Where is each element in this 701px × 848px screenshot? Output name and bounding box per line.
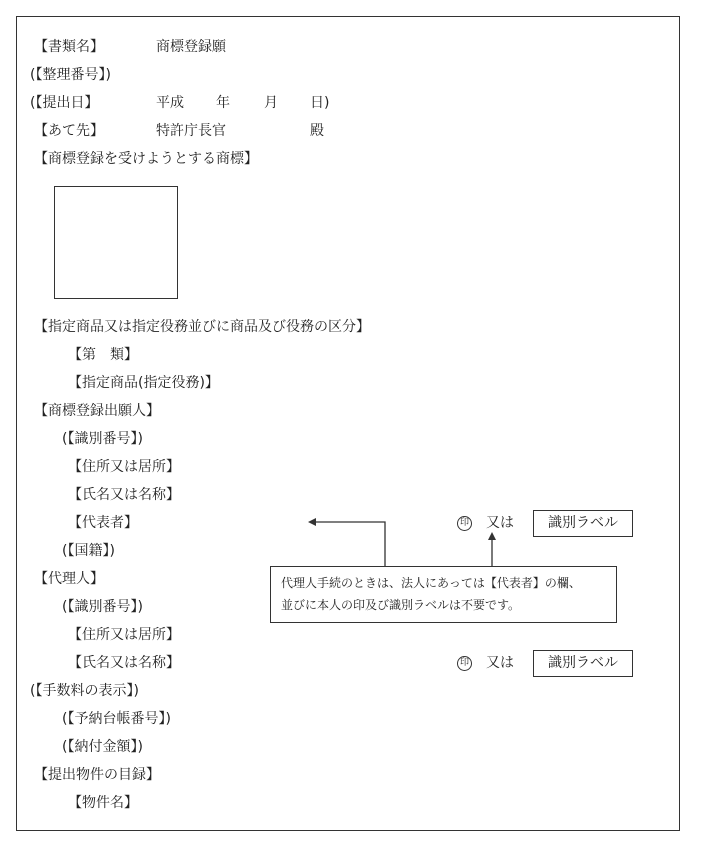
field-designated-goods: 【指定商品(指定役務)】 [68, 375, 219, 391]
field-fee-display: (【手数料の表示】) [30, 683, 139, 699]
field-prepayment-ledger-number: (【予納台帳番号】) [62, 711, 171, 727]
field-applicant-name: 【氏名又は名称】 [68, 487, 180, 503]
field-agent-id-number: (【識別番号】) [62, 599, 143, 615]
arrow-head-left [308, 518, 316, 526]
date-year: 年 [216, 95, 230, 111]
id-label-box: 識別ラベル [533, 510, 633, 537]
field-class: 【第 類】 [68, 347, 138, 363]
field-agent-address: 【住所又は居所】 [68, 627, 180, 643]
field-submission-date: (【提出日】 [30, 95, 99, 111]
field-item-name: 【物件名】 [68, 795, 138, 811]
seal-icon: 印 [457, 516, 472, 531]
date-month: 月 [264, 95, 278, 111]
field-nationality: (【国籍】) [62, 543, 115, 559]
field-payment-amount: (【納付金額】) [62, 739, 143, 755]
field-trademark: 【商標登録を受けようとする商標】 [34, 151, 258, 167]
note-box [270, 566, 617, 623]
field-reference-number: (【整理番号】) [30, 67, 111, 83]
field-agent: 【代理人】 [34, 571, 104, 587]
field-addressee: 【あて先】 [34, 123, 104, 139]
field-agent-name: 【氏名又は名称】 [68, 655, 180, 671]
field-submitted-items: 【提出物件の目録】 [34, 767, 160, 783]
field-applicant: 【商標登録出願人】 [34, 403, 160, 419]
date-day: 日) [310, 95, 330, 111]
arrow-to-representative [312, 522, 385, 566]
or-text: 又は [486, 515, 514, 531]
field-applicant-address: 【住所又は居所】 [68, 459, 180, 475]
note-line-1: 代理人手続のときは、法人にあっては【代表者】の欄、 [281, 576, 581, 590]
date-era: 平成 [156, 95, 184, 111]
seal-icon: 印 [457, 656, 472, 671]
field-document-name: 【書類名】 [34, 39, 104, 55]
arrow-head-up [488, 532, 496, 540]
document-name-value: 商標登録願 [156, 39, 226, 55]
addressee-value: 特許庁長官 [156, 123, 226, 139]
id-label-box: 識別ラベル [533, 650, 633, 677]
honorific: 殿 [310, 123, 324, 139]
field-applicant-id-number: (【識別番号】) [62, 431, 143, 447]
note-line-2: 並びに本人の印及び識別ラベルは不要です。 [281, 598, 521, 612]
field-representative: 【代表者】 [68, 515, 138, 531]
field-designated-goods-classes: 【指定商品又は指定役務並びに商品及び役務の区分】 [34, 319, 370, 335]
or-text: 又は [486, 655, 514, 671]
